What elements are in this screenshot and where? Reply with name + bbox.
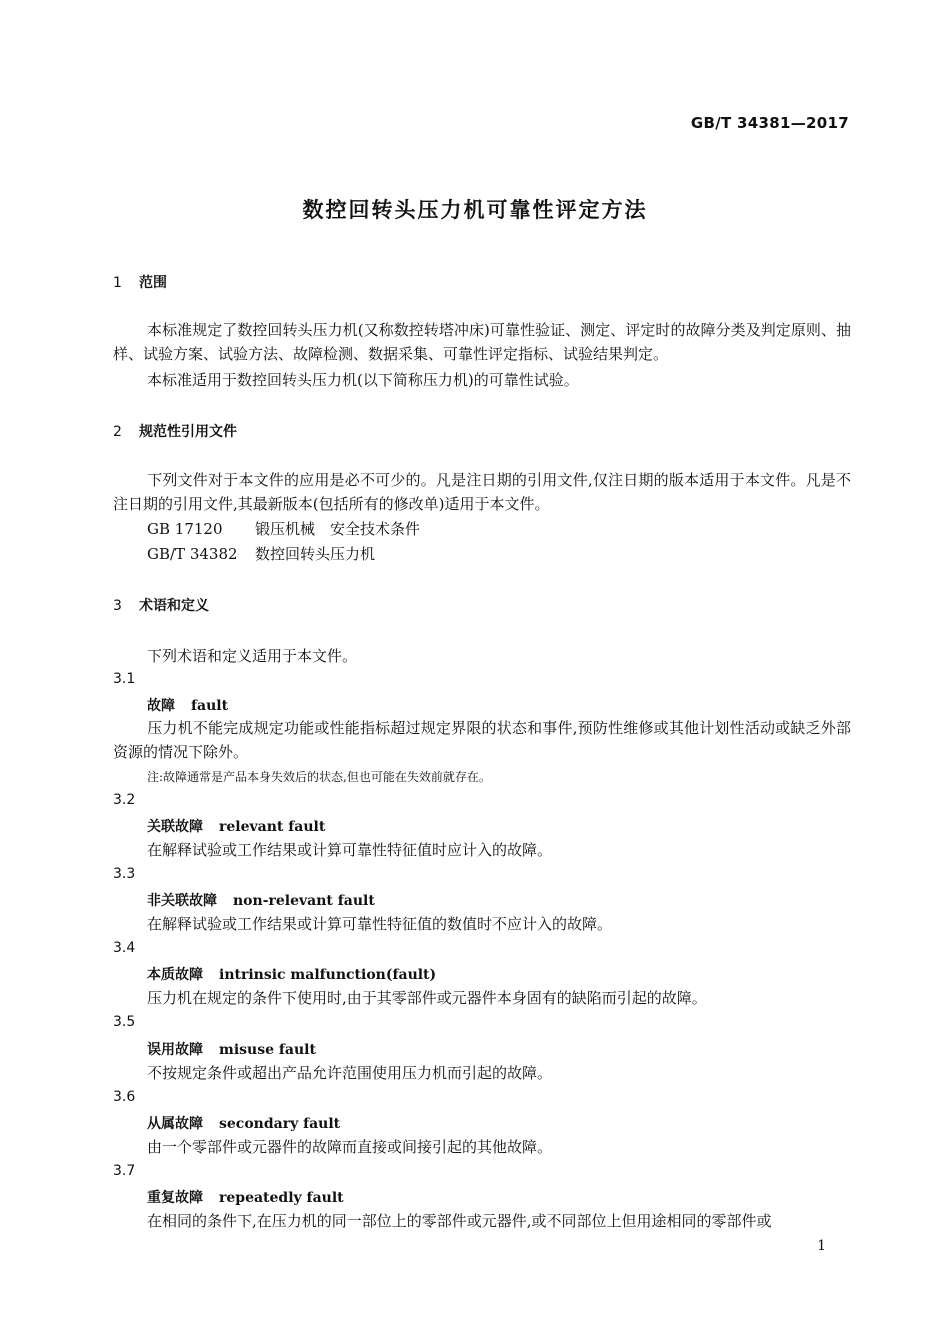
term-number: 3.5: [113, 1014, 136, 1030]
term-definition: 压力机不能完成规定功能或性能指标超过规定界限的状态和事件,预防性维修或其他计划性活动或缺乏外部资源的情况下除外。: [113, 719, 851, 761]
section-1-paragraph-2: 本标准适用于数控回转头压力机(以下简称压力机)的可靠性试验。: [147, 371, 579, 389]
term-number: 3.7: [113, 1163, 136, 1179]
section-title: 范围: [139, 275, 167, 291]
reference-title: 锻压机械 安全技术条件: [255, 520, 421, 538]
section-3-heading: [113, 595, 209, 615]
term-definition: 在解释试验或工作结果或计算可靠性特征值的数值时不应计入的故障。: [147, 915, 613, 933]
section-number: 1: [113, 275, 122, 291]
section-3-intro: 下列术语和定义适用于本文件。: [147, 647, 358, 665]
section-2-paragraph-1: 下列文件对于本文件的应用是必不可少的。凡是注日期的引用文件,仅注日期的版本适用于本文件。凡是不注日期的引用文件,其最新版本(包括所有的修改单)适用于本文件。: [113, 471, 851, 513]
section-title: 规范性引用文件: [139, 424, 237, 440]
term-number: 3.4: [113, 940, 136, 956]
reference-code: GB 17120: [147, 520, 223, 538]
standard-code: GB/T 34381—2017: [690, 114, 849, 132]
section-1-paragraph-1: 本标准规定了数控回转头压力机(又称数控转塔冲床)可靠性验证、测定、评定时的故障分类及判定原则、抽样、试验方案、试验方法、故障检测、数据采集、可靠性评定指标、试验结果判定。: [113, 321, 851, 363]
term-number: 3.1: [113, 671, 136, 687]
term-definition: 在相同的条件下,在压力机的同一部位上的零部件或元器件,或不同部位上但用途相同的零部件或: [147, 1212, 772, 1230]
term-definition: 由一个零部件或元器件的故障而直接或间接引起的其他故障。: [147, 1138, 553, 1156]
term-number: 3.2: [113, 792, 136, 808]
reference-title: 数控回转头压力机: [255, 545, 376, 563]
reference-code: GB/T 34382: [147, 545, 238, 563]
section-2-heading: [113, 421, 237, 441]
section-number: 3: [113, 598, 122, 614]
term-name: 误用故障 misuse fault: [147, 1042, 316, 1058]
term-name: 本质故障 intrinsic malfunction(fault): [147, 967, 437, 983]
section-1-heading: [113, 272, 167, 292]
term-note: 注:故障通常是产品本身失效后的状态,但也可能在失效前就存在。: [147, 770, 491, 784]
reference-item: [147, 542, 375, 566]
term-name: 关联故障 relevant fault: [147, 819, 326, 835]
section-title: 术语和定义: [139, 598, 209, 614]
term-number: 3.3: [113, 866, 136, 882]
reference-item: [147, 517, 420, 541]
term-number: 3.6: [113, 1089, 136, 1105]
term-name: 从属故障 secondary fault: [147, 1116, 341, 1132]
document-title: 数控回转头压力机可靠性评定方法: [302, 198, 648, 222]
term-definition: 在解释试验或工作结果或计算可靠性特征值时应计入的故障。: [147, 841, 553, 859]
term-definition: 不按规定条件或超出产品允许范围使用压力机而引起的故障。: [147, 1064, 553, 1082]
term-name: 重复故障 repeatedly fault: [147, 1190, 344, 1206]
term-definition: 压力机在规定的条件下使用时,由于其零部件或元器件本身固有的缺陷而引起的故障。: [147, 989, 707, 1007]
page-number: 1: [817, 1238, 826, 1254]
term-name: 故障 fault: [147, 698, 229, 714]
section-number: 2: [113, 424, 122, 440]
term-name: 非关联故障 non-relevant fault: [147, 893, 375, 909]
